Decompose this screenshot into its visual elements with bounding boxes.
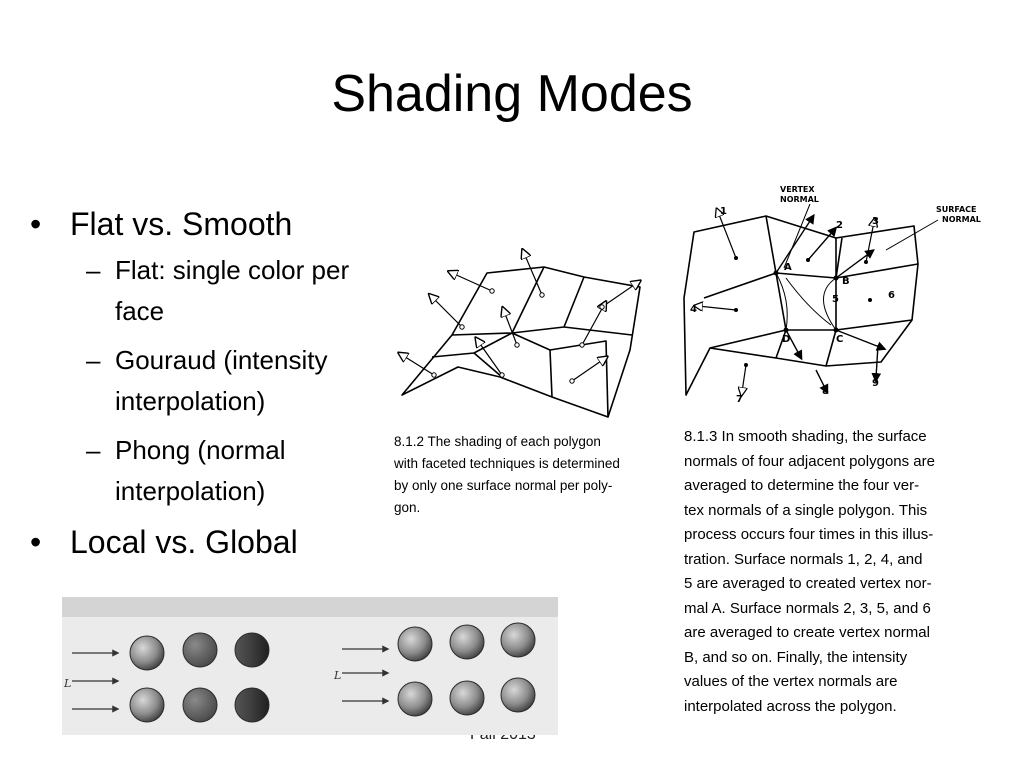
- spheres-svg: [62, 597, 558, 735]
- normal-number-label: 1: [720, 206, 727, 217]
- bullet-dot-icon: •: [30, 206, 42, 242]
- bullet-text: Local vs. Global: [70, 524, 298, 560]
- vertex-letter-label: B: [842, 276, 850, 287]
- caption-line: gon.: [394, 500, 421, 515]
- sub-bullet-item: [30, 340, 410, 422]
- caption-line: process occurs four times in this illus-: [684, 526, 934, 543]
- surface-normal-label: NORMAL: [942, 215, 981, 224]
- flat-caption: [394, 431, 654, 519]
- flat-mesh-svg: [392, 245, 652, 425]
- sub-bullet-line: face: [115, 296, 165, 326]
- surface-normal-label: SURFACE: [936, 205, 977, 214]
- smooth-caption: [684, 425, 1016, 719]
- caption-line: by only one surface normal per poly-: [394, 478, 613, 493]
- dash-icon: –: [86, 255, 101, 285]
- smooth-mesh-svg: [676, 180, 1016, 410]
- normal-number-label: 6: [888, 290, 895, 301]
- normal-number-label: 7: [736, 394, 743, 405]
- caption-line: mal A. Surface normals 2, 3, 5, and 6: [684, 599, 931, 617]
- bullet-item: [30, 520, 410, 564]
- sphere-shading-photo: [62, 597, 558, 735]
- bullet-list: [30, 202, 410, 564]
- normal-number-label: 2: [836, 220, 843, 231]
- caption-line: are averaged to create vertex normal: [684, 624, 930, 641]
- sub-bullet-line: Gouraud (intensity: [115, 345, 328, 375]
- caption-line: tex normals of a single polygon. This: [684, 501, 928, 519]
- sub-bullet-line: interpolation): [115, 476, 266, 506]
- caption-line: 8.1.3 In smooth shading, the surface: [684, 428, 927, 445]
- dash-icon: –: [86, 345, 101, 375]
- normal-number-label: 4: [690, 304, 697, 315]
- bullet-dot-icon: •: [30, 524, 42, 560]
- dash-icon: –: [86, 435, 101, 465]
- caption-line: tration. Surface normals 1, 2, 4, and: [684, 550, 923, 568]
- sub-bullet-line: interpolation): [115, 386, 266, 416]
- normal-number-label: 8: [822, 386, 829, 397]
- vertex-normal-label: VERTEX: [780, 185, 815, 194]
- flat-shading-diagram: [392, 245, 652, 515]
- smooth-shading-diagram: [676, 180, 1016, 715]
- caption-line: values of the vertex normals are: [684, 673, 898, 690]
- vertex-normal-label: NORMAL: [780, 195, 819, 204]
- sub-bullet-item: [30, 250, 410, 332]
- vertex-letter-label: C: [836, 334, 844, 345]
- caption-line: averaged to determine the four ver-: [684, 477, 920, 494]
- normal-number-label: 9: [872, 378, 879, 389]
- sub-bullet-item: [30, 430, 410, 512]
- caption-line: 8.1.2 The shading of each polygon: [394, 434, 601, 449]
- caption-line: normals of four adjacent polygons are: [684, 452, 935, 470]
- caption-line: with faceted techniques is determined: [394, 456, 620, 471]
- light-label: L: [334, 669, 342, 682]
- slide-title: Shading Modes: [331, 65, 693, 123]
- sub-bullet-line: Flat: single color per: [115, 255, 350, 285]
- light-label: L: [64, 677, 72, 690]
- sub-bullet-line: Phong (normal: [115, 435, 286, 465]
- caption-line: 5 are averaged to created vertex nor-: [684, 575, 932, 592]
- normal-number-label: 5: [832, 294, 839, 305]
- caption-line: interpolated across the polygon.: [684, 697, 897, 715]
- bullet-text: Flat vs. Smooth: [70, 206, 293, 242]
- caption-line: B, and so on. Finally, the intensity: [684, 648, 908, 666]
- vertex-letter-label: D: [782, 334, 791, 345]
- bullet-item: [30, 202, 410, 246]
- vertex-letter-label: A: [784, 262, 792, 273]
- normal-number-label: 3: [872, 216, 879, 227]
